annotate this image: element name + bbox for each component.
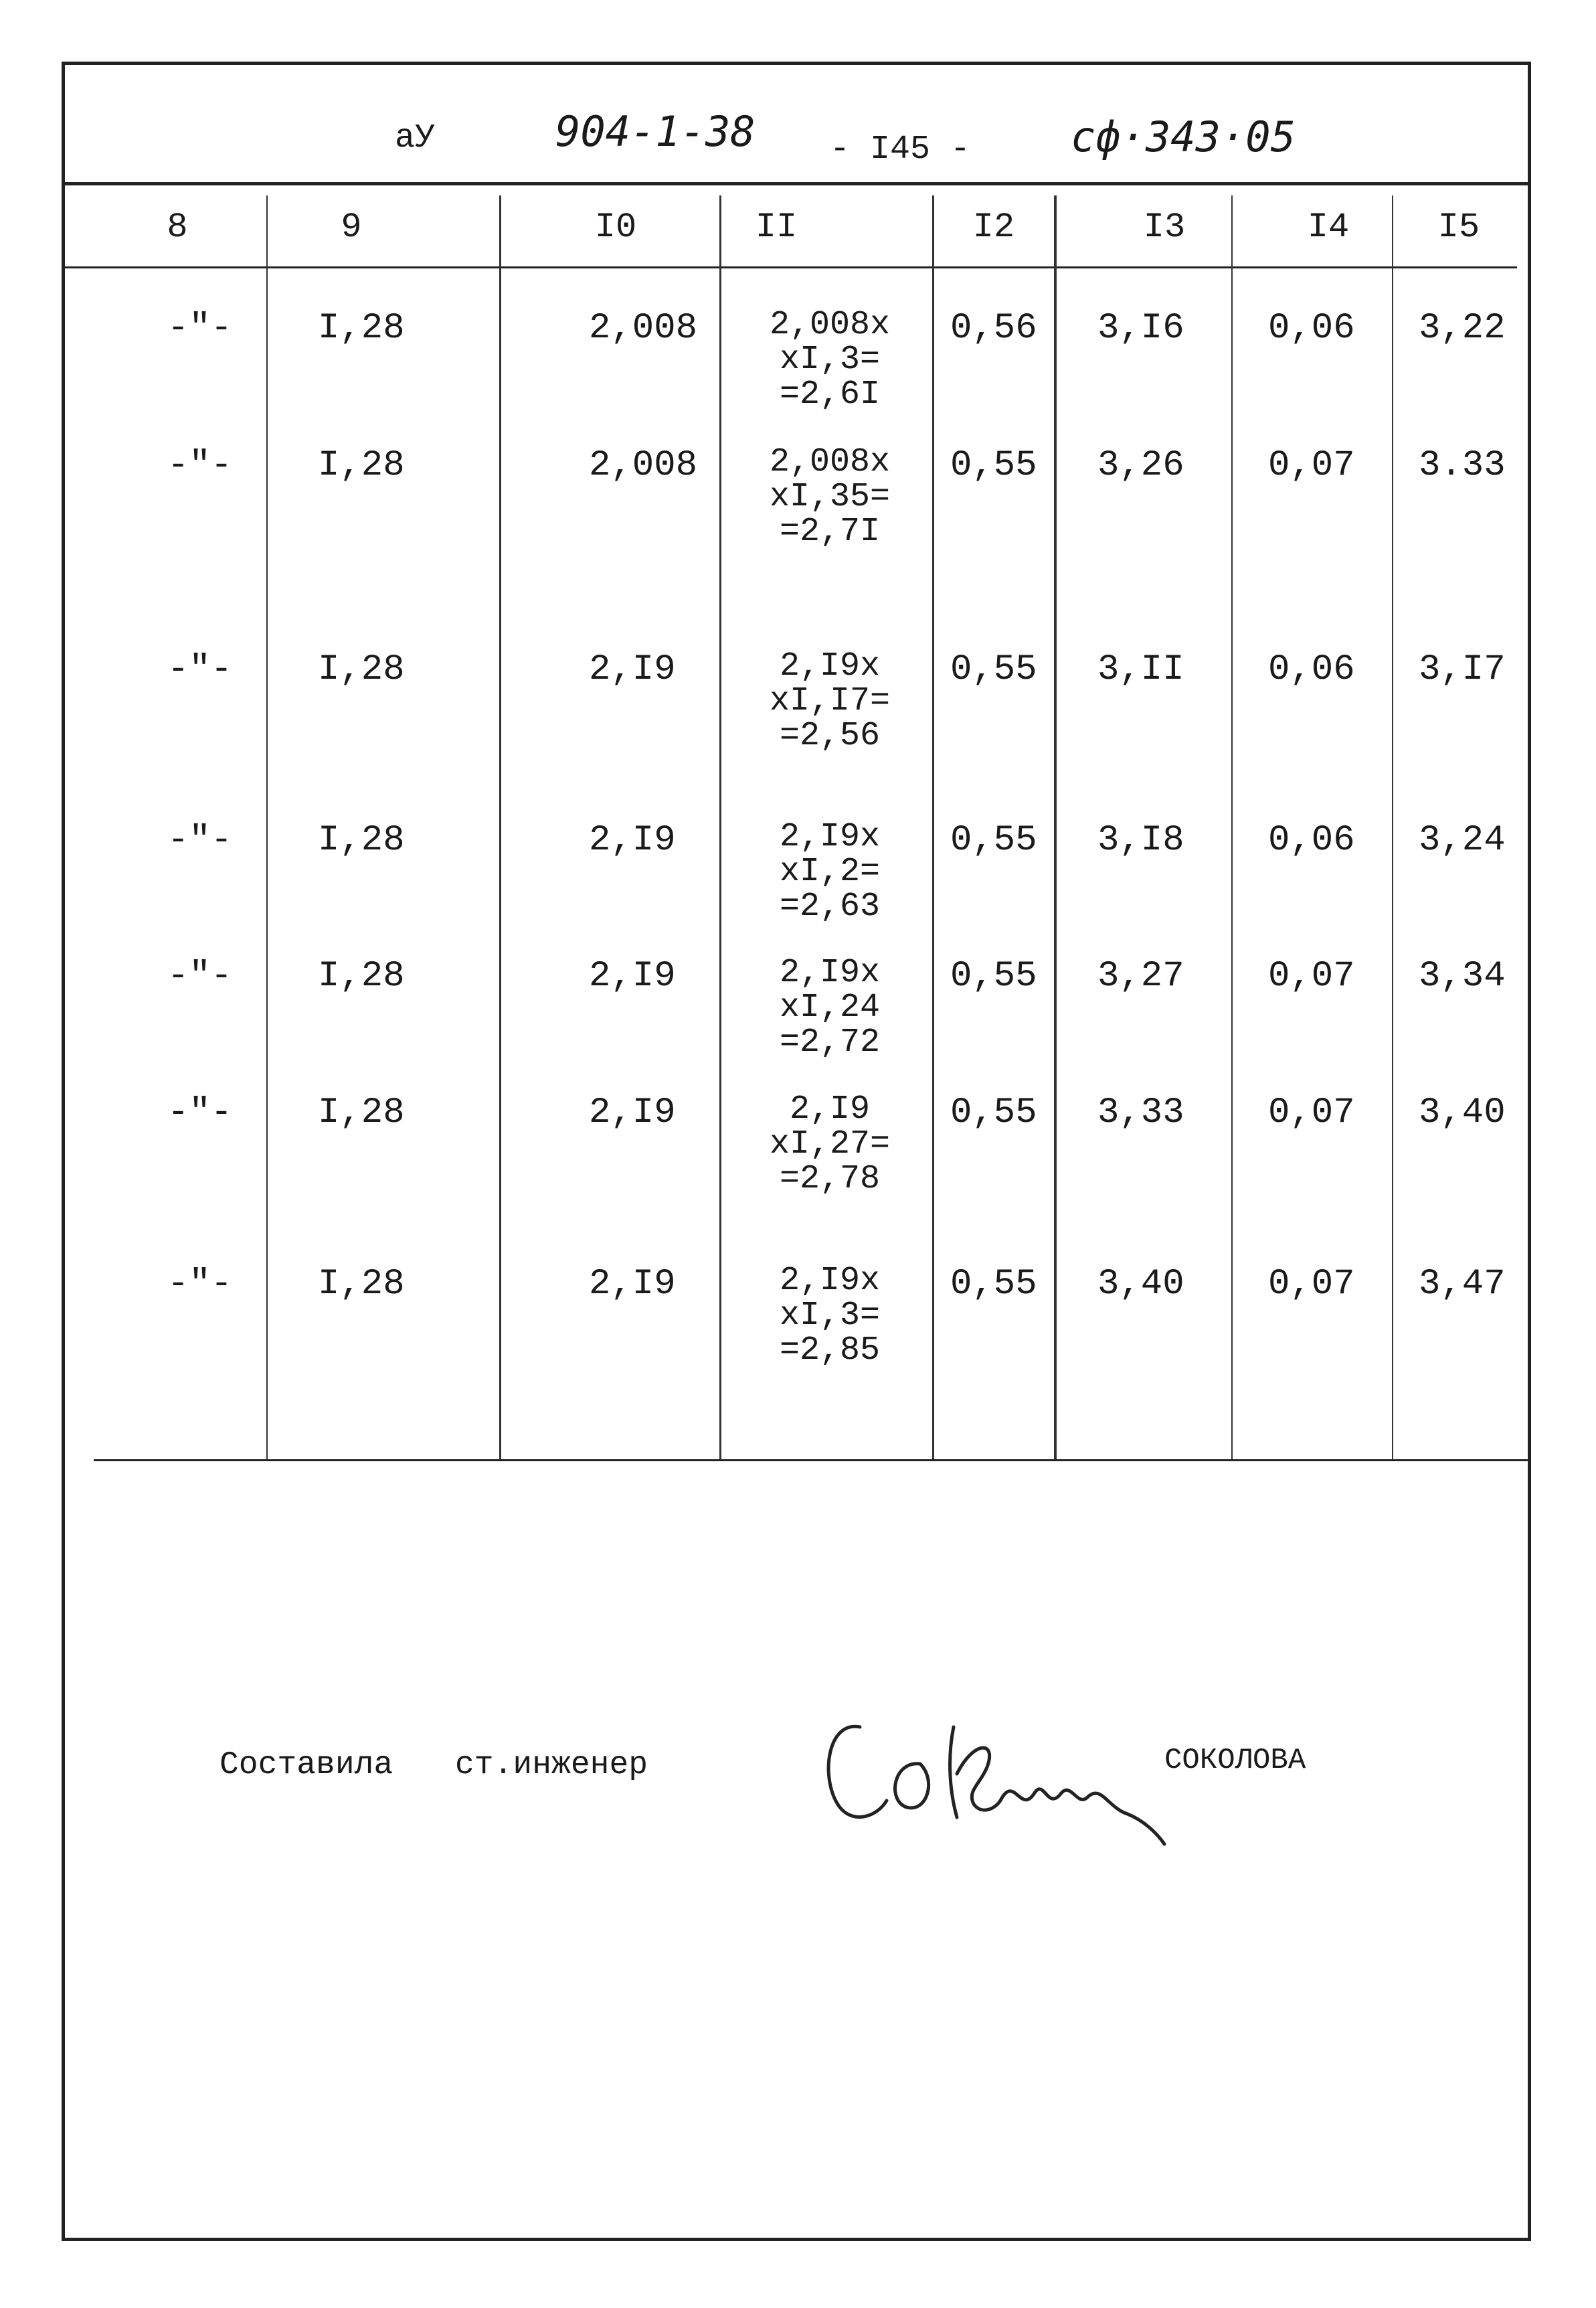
cell-8: -"- [167, 1264, 233, 1305]
cell-10: 2,I9 [589, 820, 676, 861]
cell-9: I,28 [318, 649, 405, 690]
cell-14: 0,07 [1268, 956, 1355, 997]
cell-11: 2,I9x xI,24 =2,72 [779, 954, 881, 1062]
project-number: 904-1-38 [555, 107, 756, 156]
cell-14: 0,06 [1268, 308, 1355, 349]
cell-15: 3,34 [1419, 956, 1506, 997]
cell-8: -"- [167, 649, 233, 690]
cell-8: -"- [167, 956, 233, 997]
position-title: ст.инженер [455, 1747, 648, 1783]
series-code: аУ [395, 119, 436, 157]
cell-14: 0,07 [1268, 445, 1355, 486]
sheet-code: сф·343·05 [1071, 112, 1296, 161]
cell-11: 2,I9x xI,2= =2,63 [779, 818, 881, 926]
cell-13: 3,27 [1097, 956, 1184, 997]
cell-12: 0,55 [950, 1092, 1037, 1133]
cell-9: I,28 [318, 308, 405, 349]
cell-14: 0,07 [1268, 1092, 1355, 1133]
cell-9: I,28 [318, 445, 405, 486]
col-header-10: I0 [594, 208, 637, 247]
cell-10: 2,008 [589, 445, 698, 486]
column-header-divider [65, 266, 1517, 268]
cell-11: 2,008x xI,35= =2,7I [769, 443, 891, 551]
cell-13: 3,33 [1097, 1092, 1184, 1133]
cell-13: 3,I6 [1097, 308, 1184, 349]
cell-15: 3,24 [1419, 820, 1506, 861]
column-line [1392, 195, 1393, 1461]
col-header-11: II [755, 208, 798, 247]
cell-13: 3,II [1097, 649, 1184, 690]
cell-9: I,28 [318, 956, 405, 997]
col-header-9: 9 [341, 208, 362, 247]
cell-11: 2,I9x xI,I7= =2,56 [769, 647, 891, 755]
cell-15: 3.33 [1419, 445, 1506, 486]
cell-14: 0,07 [1268, 1264, 1355, 1305]
cell-10: 2,I9 [589, 1264, 676, 1305]
cell-8: -"- [167, 1092, 233, 1133]
cell-11: 2,I9 xI,27= =2,78 [769, 1090, 891, 1198]
cell-15: 3,I7 [1419, 649, 1506, 690]
cell-15: 3,40 [1419, 1092, 1506, 1133]
cell-12: 0,55 [950, 1264, 1037, 1305]
col-header-14: I4 [1307, 208, 1350, 247]
cell-8: -"- [167, 445, 233, 486]
header-divider [65, 182, 1529, 185]
cell-9: I,28 [318, 1092, 405, 1133]
column-line [932, 195, 934, 1461]
table-bottom-line [94, 1459, 1529, 1461]
column-line [266, 195, 268, 1461]
cell-15: 3,47 [1419, 1264, 1506, 1305]
cell-9: I,28 [318, 820, 405, 861]
cell-12: 0,56 [950, 308, 1037, 349]
cell-10: 2,I9 [589, 1092, 676, 1133]
compiled-by-label: Составила [219, 1747, 393, 1783]
col-header-8: 8 [167, 208, 188, 247]
column-line [1054, 195, 1057, 1461]
cell-12: 0,55 [950, 820, 1037, 861]
cell-14: 0,06 [1268, 820, 1355, 861]
cell-14: 0,06 [1268, 649, 1355, 690]
cell-8: -"- [167, 308, 233, 349]
cell-11: 2,008x xI,3= =2,6I [769, 306, 891, 414]
cell-10: 2,I9 [589, 956, 676, 997]
col-header-12: I2 [972, 208, 1015, 247]
column-line [1231, 195, 1233, 1461]
cell-13: 3,26 [1097, 445, 1184, 486]
cell-12: 0,55 [950, 956, 1037, 997]
cell-10: 2,I9 [589, 649, 676, 690]
column-line [719, 195, 721, 1461]
cell-13: 3,40 [1097, 1264, 1184, 1305]
cell-12: 0,55 [950, 445, 1037, 486]
cell-10: 2,008 [589, 308, 698, 349]
signer-name: СОКОЛОВА [1164, 1744, 1306, 1777]
cell-8: -"- [167, 820, 233, 861]
page-number: - I45 - [830, 131, 971, 169]
cell-12: 0,55 [950, 649, 1037, 690]
col-header-15: I5 [1437, 208, 1480, 247]
cell-9: I,28 [318, 1264, 405, 1305]
cell-15: 3,22 [1419, 308, 1506, 349]
col-header-13: I3 [1143, 208, 1186, 247]
cell-13: 3,I8 [1097, 820, 1184, 861]
cell-11: 2,I9x xI,3= =2,85 [779, 1262, 881, 1370]
column-line [499, 195, 501, 1461]
signature-image [813, 1700, 1174, 1861]
